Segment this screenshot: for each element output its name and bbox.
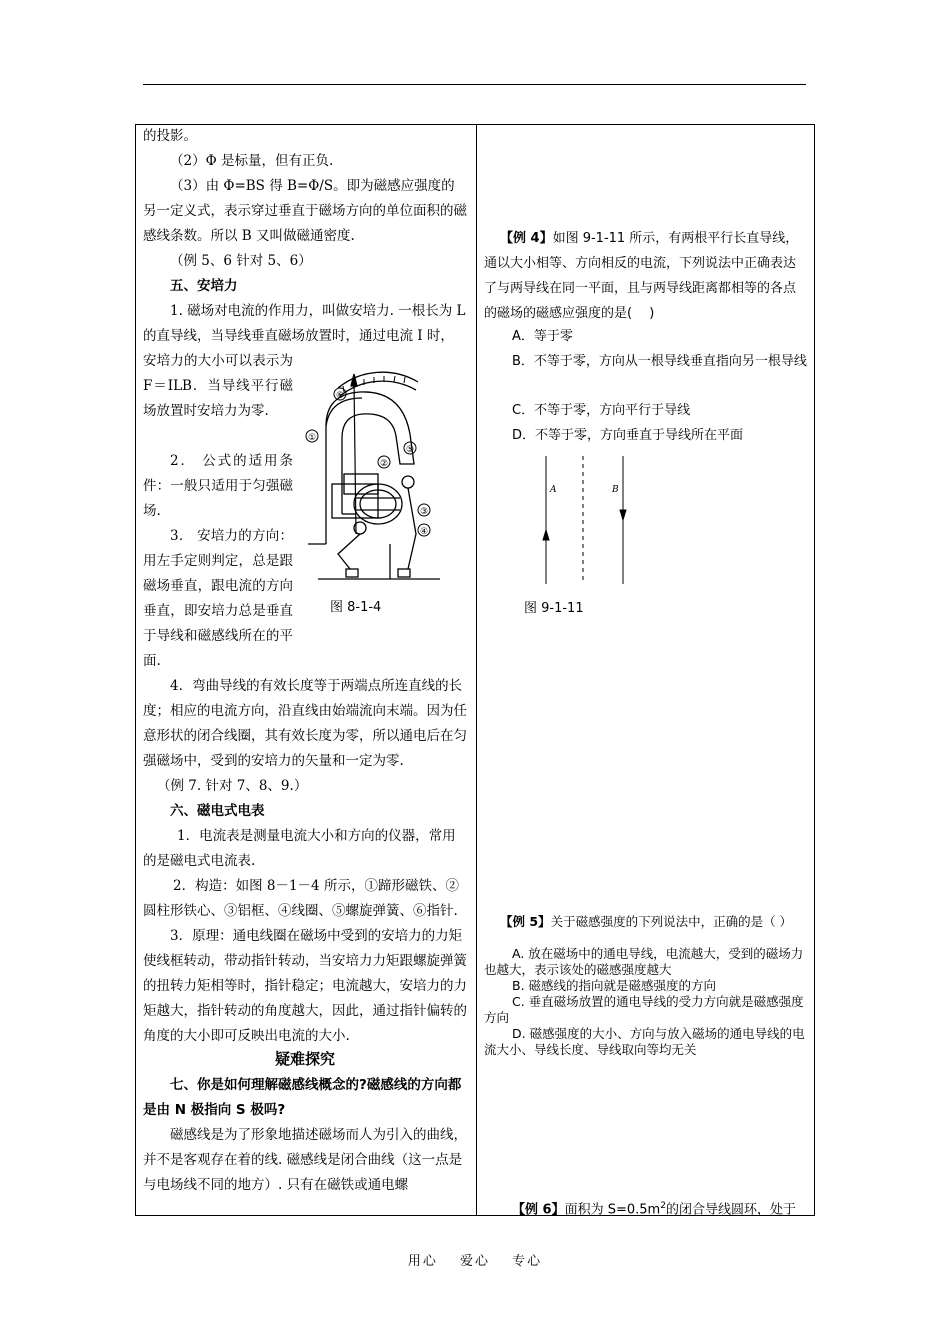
example-4-tag: 【例 4】 — [500, 231, 553, 246]
example-6-exponent: 2 — [660, 1201, 666, 1211]
example-6-text-b: 的闭合导线圆环，处于 — [665, 1202, 796, 1218]
fig1-label-4: ④ — [419, 527, 429, 537]
figure-caption-9-1-11: 图 9-1-11 — [524, 601, 584, 616]
example-4-option-b: B．不等于零，方向从一根导线垂直指向另一根导线 — [512, 354, 807, 369]
example-5-option-c: C. 垂直磁场放置的通电导线的受力方向就是磁感强度方向 — [484, 994, 804, 1025]
example-4-option-a: A．等于零 — [512, 329, 573, 344]
question-7: 七、你是如何理解磁感线概念的?磁感线的方向都是由 N 极指向 S 极吗? — [143, 1077, 462, 1118]
example-5-stem — [484, 914, 808, 930]
example-4-option-d: D．不等于零，方向垂直于导线所在平面 — [512, 428, 744, 443]
example-6-stem — [484, 1196, 814, 1220]
section-heading-ampere: 五、安培力 — [170, 278, 238, 294]
ampere-text-1b: 安培力的大小可以表示为 F＝ILB．当导线平行磁场放置时安培力为零. — [143, 353, 293, 419]
wire-label-b: B — [612, 485, 619, 495]
example-4-option-c: C．不等于零，方向平行于导线 — [512, 403, 691, 418]
example-5-tag: 【例 5】 — [500, 914, 551, 929]
ampere-text-1: 1. 磁场对电流的作用力，叫做安培力. 一根长为 L 的直导线，当导线垂直磁场放置时，通过电流 I 时， — [143, 303, 466, 344]
meter-text-2: 2．构造：如图 8－1－4 所示，①蹄形磁铁、②圆柱形铁心、③铝框、④线圈、⑤螺旋弹簧、⑥指针. — [143, 878, 459, 919]
left-text-2: （2）Φ 是标量，但有正负. — [170, 153, 334, 169]
left-text-1: 的投影。 — [143, 128, 197, 144]
left-text-4: （例 5、6 针对 5、6） — [170, 253, 312, 269]
meter-text-1: 1．电流表是测量电流大小和方向的仪器，常用的是磁电式电流表. — [143, 828, 456, 869]
header-rule — [143, 84, 806, 85]
figure-caption-8-1-4: 图 8-1-4 — [330, 600, 382, 615]
left-text-3: （3）由 Φ=BS 得 B=Φ/S。即为磁感应强度的另一定义式，表示穿过垂直于磁场方向的单位面积的磁感线条数。所以 B 又叫做磁通密度. — [143, 178, 467, 244]
parallel-wires-figure — [528, 450, 638, 590]
fig1-label-1: ① — [307, 433, 317, 443]
footer-word-1: 用心 — [407, 1254, 438, 1269]
example-5-option-d: D. 磁感强度的大小、方向与放入磁场的通电导线的电流大小、导线长度、导线取向等均无关 — [484, 1026, 805, 1057]
fig1-label-3: ③ — [419, 507, 429, 517]
fig1-label-2: ② — [379, 459, 389, 469]
footer-word-2: 爱心 — [459, 1254, 490, 1269]
fig1-label-6: ⑥ — [335, 391, 345, 401]
ampere-text-5: （例 7. 针对 7、8、9.） — [157, 778, 308, 794]
example-5-text: 关于磁感强度的下列说法中，正确的是（ ） — [550, 914, 793, 929]
ampere-text-3: 3． 安培力的方向：用左手定则判定，总是跟磁场垂直，跟电流的方向垂直，即安培力总是垂直于导线和磁感线所在的平面. — [143, 528, 293, 669]
footer-word-3: 专心 — [512, 1254, 543, 1269]
meter-text-3: 3．原理：通电线圈在磁场中受到的安培力的力矩使线框转动，带动指针转动，当安培力力矩跟螺旋弹簧的扭转力矩相等时，指针稳定；电流越大，安培力的力矩越大，指针转动的角度越大，因此，通过指针偏转的角度的大小即可反映出电流的大小. — [143, 928, 467, 1044]
wire-label-a: A — [550, 485, 557, 495]
galvanometer-figure — [298, 364, 450, 592]
example-5-option-b: B. 磁感线的指向就是磁感强度的方向 — [512, 978, 717, 993]
ampere-text-4: 4．弯曲导线的有效长度等于两端点所连直线的长度；相应的电流方向，沿直线由始端流向末端。因为任意形状的闭合线圈，其有效长度为零，所以通电后在匀强磁场中，受到的安培力的矢量和一定为零. — [143, 678, 467, 769]
section-heading-meter: 六、磁电式电表 — [170, 803, 265, 819]
section-heading-difficulty: 疑难探究 — [274, 1050, 335, 1068]
ampere-text-2: 2． 公式的适用条件：一般只适用于匀强磁场. — [143, 453, 293, 519]
example-5-option-a: A. 放在磁场中的通电导线，电流越大，受到的磁场力也越大，表示该处的磁感强度越大 — [484, 946, 804, 977]
answer-7-text: 磁感线是为了形象地描述磁场而人为引入的曲线，并不是客观存在着的线. 磁感线是闭合曲线（这一点是与电场线不同的地方）. 只有在磁铁或通电螺 — [143, 1127, 467, 1193]
page-footer — [0, 1250, 950, 1269]
example-6-tag: 【例 6】 — [512, 1202, 565, 1218]
example-4-text: 如图 9-1-11 所示，有两根平行长直导线，通以大小相等、方向相反的电流，下列说法中正确表达了与两导线在同一平面，且与两导线距离都相等的各点的磁场的磁感应强度的是( ) — [484, 231, 799, 321]
example-4-stem — [484, 226, 808, 326]
fig1-label-5: ⑤ — [405, 445, 415, 455]
column-divider — [476, 124, 477, 1216]
example-6-text-a: 面积为 S=0.5m — [564, 1202, 661, 1218]
